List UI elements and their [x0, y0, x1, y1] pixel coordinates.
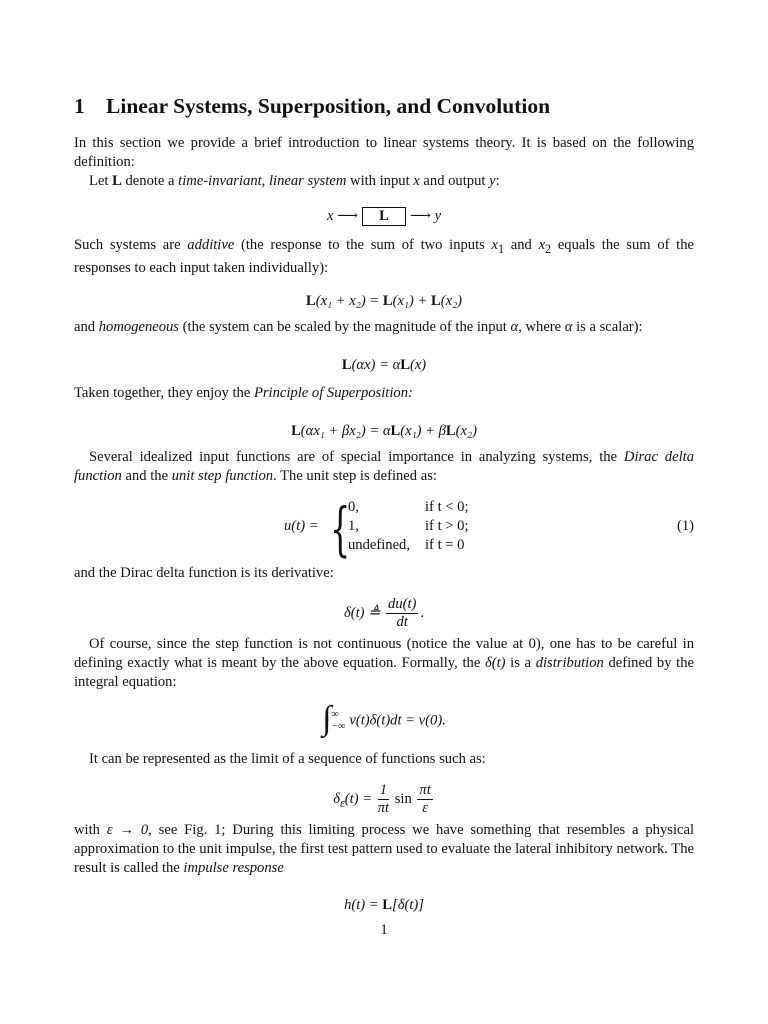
step-case-condition: if t = 0 [425, 537, 465, 553]
derivative-paragraph: and the Dirac delta function is its derivative: [74, 565, 334, 581]
unit-step-definition [74, 495, 694, 563]
input-x: x [326, 208, 334, 224]
homogeneous-paragraph: and homogeneous (the system can be scaled by the magnitude of the input α, where α is a scalar): [74, 319, 643, 335]
sequence-equation: $\delta_\varepsilon(t)$ = $\frac{1}{\pi t}$ sin $\frac{\pi t}{\varepsilon}$ [333, 782, 431, 816]
homogeneity-equation: L(αx) = αL(x) [341, 357, 427, 373]
step-lhs: u(t) = [284, 518, 319, 534]
impulse-response-equation: h(t) = L[δ(t)] [344, 897, 424, 913]
left-brace: { [330, 495, 351, 563]
impulse-paragraph: with ε → 0, see Fig. 1; During this limiting process we have something that resembles a physical approximation to the unit impulse, the first test pattern used to evaluate the lateral inhibitory network. The result is called the impulse response [74, 822, 695, 876]
arrow-out: ⟶ [410, 208, 435, 224]
superposition-paragraph: Taken together, they enjoy the Principle of Superposition: [74, 385, 413, 401]
step-case-value: 0, [348, 499, 359, 515]
intro-paragraph: In this section we provide a brief introduction to linear systems theory. It is based on the following definition: [74, 135, 694, 170]
fraction: $\frac{\pi t}{\varepsilon}$ [419, 782, 431, 816]
step-case-value: 1, [348, 518, 359, 534]
step-case-condition: if t > 0; [425, 518, 469, 534]
let-paragraph: Let L denote a time-invariant, linear system with input x and output y: [89, 173, 500, 189]
superposition-equation: L(αx₁ + βx₂) = αL(x₁) + βL(x₂) [291, 423, 477, 439]
additivity-equation: L(x₁ + x₂) = L(x₁) + L(x₂) [305, 293, 463, 309]
section-heading [74, 92, 550, 120]
step-case-condition: if t < 0; [425, 499, 469, 515]
section-title: Linear Systems, Superposition, and Convolution [106, 94, 551, 118]
fraction: $\frac{1}{\pi t}$ [377, 782, 390, 816]
arrow-in: ⟶ [333, 208, 358, 224]
page-number: 1 [380, 922, 388, 938]
integral-equation: ∫ ∞ −∞ v(t)δ(t)dt = v(0). [322, 700, 446, 737]
step-case-value: undefined, [348, 537, 411, 553]
system-block-diagram [74, 207, 694, 226]
special-inputs-paragraph: Several idealized input functions are of special importance in analyzing systems, the Dirac delta function and the unit step function. The unit step is defined as: [74, 449, 694, 484]
delta-derivative-equation: δ(t) ≜ $\frac{du(t)}{dt}$ . [343, 596, 425, 630]
output-y: y [434, 208, 442, 224]
integral-limits: ∞ −∞ [331, 709, 346, 732]
equation-number: (1) [676, 518, 694, 534]
system-box: L [362, 207, 406, 226]
additive-paragraph: Such systems are additive (the response to the sum of two inputs $x_1$ and $x_2$ equals the sum of the responses to each input taken individually): [74, 237, 695, 276]
limit-paragraph: It can be represented as the limit of a sequence of functions such as: [89, 751, 486, 767]
distribution-paragraph: Of course, since the step function is not continuous (notice the value at 0), one has to be careful in defining exactly what is meant by the above equation. Formally, the δ(t) is a distribution defined by the integral equation: [74, 636, 694, 690]
section-number: 1 [74, 94, 85, 118]
integral-sign: ∫ [322, 700, 332, 737]
fraction: $\frac{du(t)}{dt}$ [388, 596, 417, 630]
